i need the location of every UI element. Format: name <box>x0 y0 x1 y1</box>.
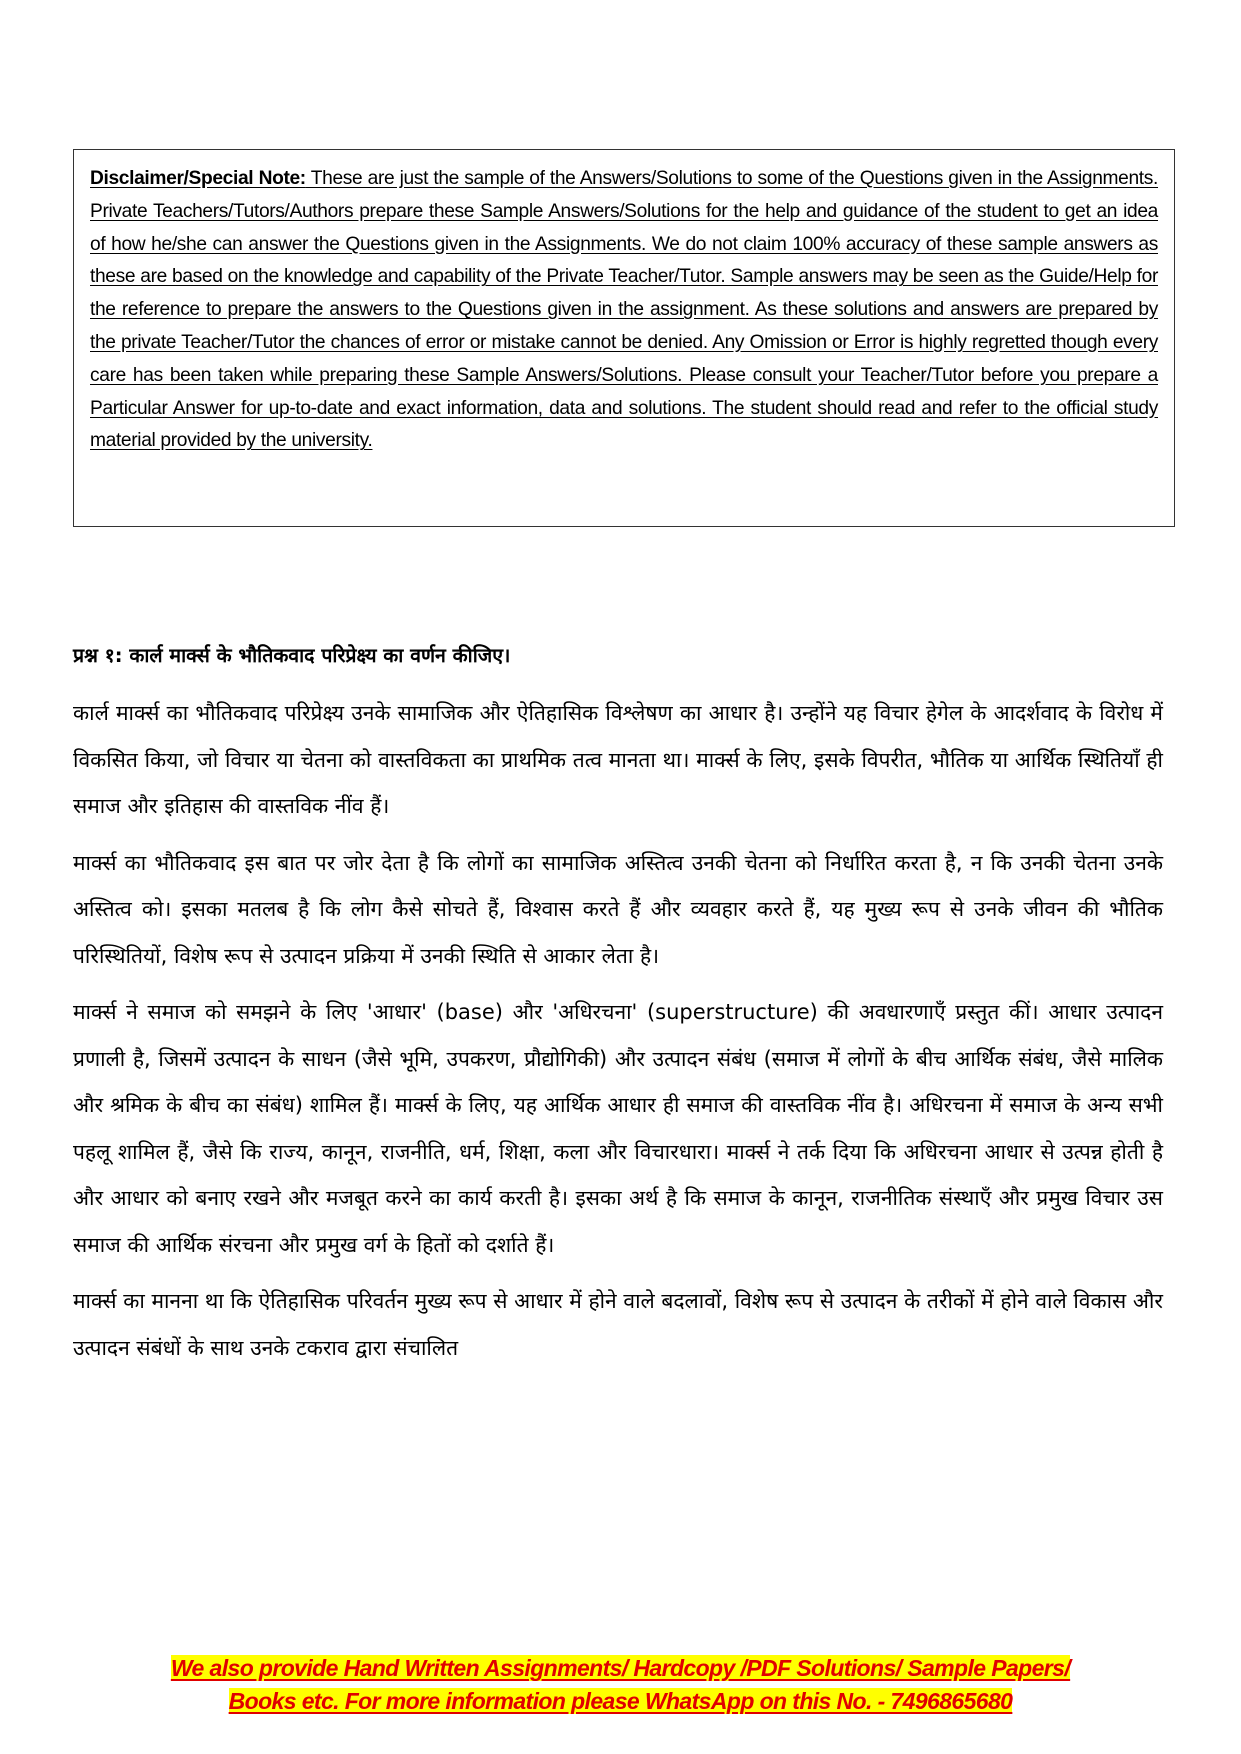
disclaimer-box <box>73 149 1175 527</box>
answer-paragraph-2: मार्क्स का भौतिकवाद इस बात पर जोर देता है कि लोगों का सामाजिक अस्तित्व उनकी चेतना को निर्धारित करता है, न कि उनकी चेतना उनके अस्तित्व को। इसका मतलब है कि लोग कैसे सोचते हैं, विश्वास करते हैं और व्यवहार करते हैं, यह मुख्य रूप से उनके जीवन की भौतिक परिस्थितियों, विशेष रूप से उत्पादन प्रक्रिया में उनकी स्थिति से आकार लेता है। <box>73 850 1163 968</box>
question-title: प्रश्न १: कार्ल मार्क्स के भौतिकवाद परिप्रेक्ष्य का वर्णन कीजिए। <box>73 644 511 667</box>
promo-line-1: We also provide Hand Written Assignments/ Hardcopy /PDF Solutions/ Sample Papers/ <box>170 1655 1071 1681</box>
answer-content <box>73 640 1163 1381</box>
disclaimer-text <box>90 163 1158 458</box>
disclaimer-body: These are just the sample of the Answers/Solutions to some of the Questions given in the Assignments. Private Teachers/Tutors/Authors prepare these Sample Answers/Solutions for the help and guidance of the student to get an idea of how he/she can answer the Questions given in the Assignments. We do not claim 100% accuracy of these sample answers as these are based on the knowledge and capability of the Private Teacher/Tutor. Sample answers may be seen as the Guide/Help for the reference to prepare the answers to the Questions given in the assignment. As these solutions and answers are prepared by the private Teacher/Tutor the chances of error or mistake cannot be denied. Any Omission or Error is highly regretted though every care has been taken while preparing these Sample Answers/Solutions. Please consult your Teacher/Tutor before you prepare a Particular Answer for up-to-date and exact information, data and solutions. The student should read and refer to the official study material provided by the university. <box>90 168 1159 452</box>
promo-footer <box>0 1652 1241 1718</box>
answer-paragraph-3: मार्क्स ने समाज को समझने के लिए 'आधार' (base) और 'अधिरचना' (superstructure) की अवधारणाएँ प्रस्तुत कीं। आधार उत्पादन प्रणाली है, जिसमें उत्पादन के साधन (जैसे भूमि, उपकरण, प्रौद्योगिकी) और उत्पादन संबंध (समाज में लोगों के बीच आर्थिक संबंध, जैसे मालिक और श्रमिक के बीच का संबंध) शामिल हैं। मार्क्स के लिए, यह आर्थिक आधार ही समाज की वास्तविक नींव है। अधिरचना में समाज के अन्य सभी पहलू शामिल हैं, जैसे कि राज्य, कानून, राजनीति, धर्म, शिक्षा, कला और विचारधारा। मार्क्स ने तर्क दिया कि अधिरचना आधार से उत्पन्न होती है और आधार को बनाए रखने और मजबूत करने का कार्य करती है। इसका अर्थ है कि समाज के कानून, राजनीतिक संस्थाएँ और प्रमुख विचार उस समाज की आर्थिक संरचना और प्रमुख वर्ग के हितों को दर्शाते हैं। <box>73 1000 1163 1257</box>
disclaimer-label: Disclaimer/Special Note: <box>90 168 306 189</box>
promo-line-2: Books etc. For more information please WhatsApp on this No. - 7496865680 <box>228 1688 1013 1714</box>
answer-paragraph-4: मार्क्स का मानना था कि ऐतिहासिक परिवर्तन मुख्य रूप से आधार में होने वाले बदलावों, विशेष रूप से उत्पादन के तरीकों में होने वाले विकास और उत्पादन संबंधों के साथ उनके टकराव द्वारा संचालित <box>73 1289 1163 1360</box>
answer-paragraph-1: कार्ल मार्क्स का भौतिकवाद परिप्रेक्ष्य उनके सामाजिक और ऐतिहासिक विश्लेषण का आधार है। उन्होंने यह विचार हेगेल के आदर्शवाद के विरोध में विकसित किया, जो विचार या चेतना को वास्तविकता का प्राथमिक तत्व मानता था। मार्क्स के लिए, इसके विपरीत, भौतिक या आर्थिक स्थितियाँ ही समाज और इतिहास की वास्तविक नींव हैं। <box>73 701 1163 818</box>
